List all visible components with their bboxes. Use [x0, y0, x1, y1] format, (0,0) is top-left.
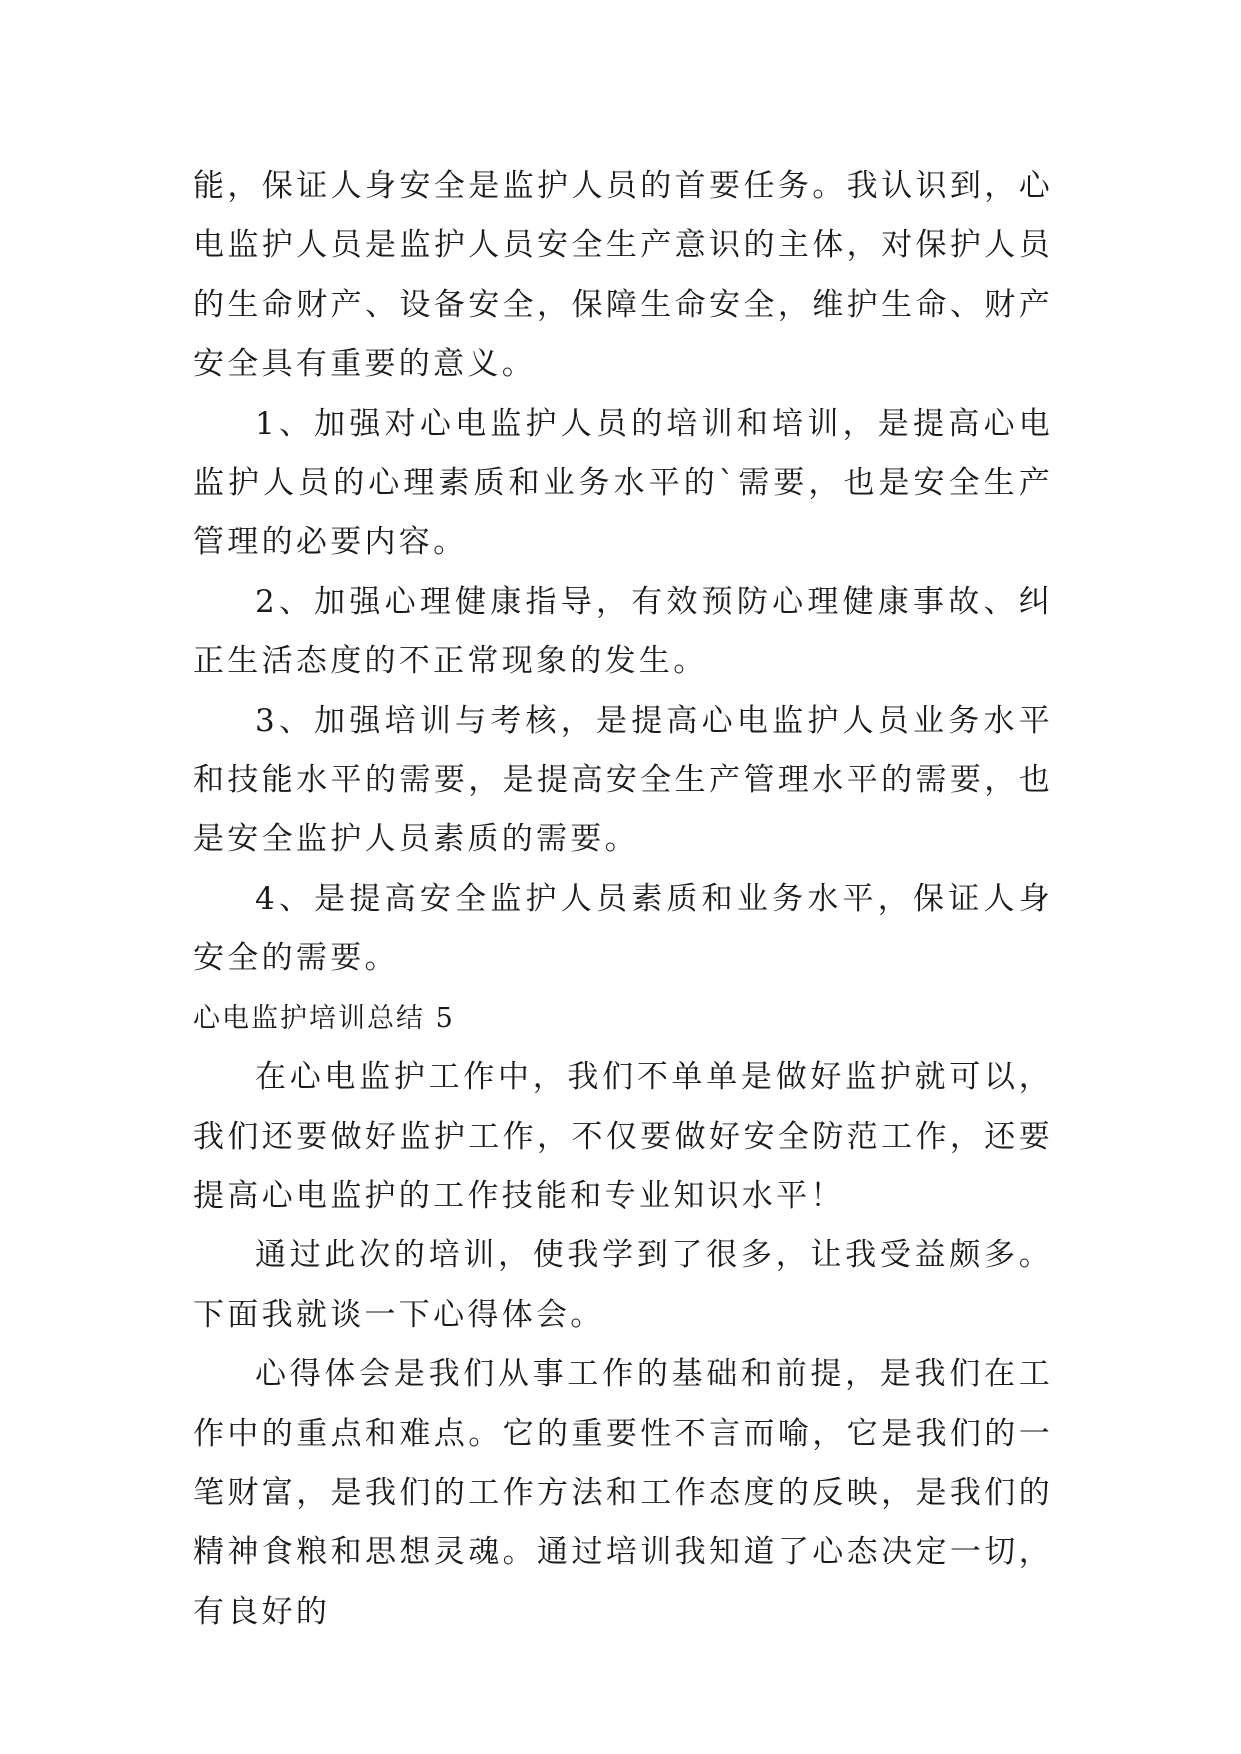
paragraph-item-4: 4、是提高安全监护人员素质和业务水平，保证人身安全的需要。: [193, 880, 1053, 977]
paragraph-reflection: 心得体会是我们从事工作的基础和前提，是我们在工作中的重点和难点。它的重要性不言而喻，它是我们的一笔财富，是我们的工作方法和工作态度的反映，是我们的精神食粮和思想灵魂。通过培训我知道了心态决定一切，有良好的: [193, 1356, 1053, 1630]
paragraph-item-1: 1、加强对心电监护人员的培训和培训，是提高心电监护人员的心理素质和业务水平的`需要，也是安全生产管理的必要内容。: [193, 405, 1053, 561]
paragraph-item-3: 3、加强培训与考核，是提高心电监护人员业务水平和技能水平的需要，是提高安全生产管理水平的需要，也是安全监护人员素质的需要。: [193, 702, 1053, 858]
paragraph-training: 通过此次的培训，使我学到了很多，让我受益颇多。下面我就谈一下心得体会。: [193, 1237, 1053, 1333]
paragraph-item-2: 2、加强心理健康指导，有效预防心理健康事故、纠正生活态度的不正常现象的发生。: [193, 583, 1053, 680]
section-heading: 心电监护培训总结 5: [193, 1002, 455, 1034]
paragraph-intro: 在心电监护工作中，我们不单单是做好监护就可以，我们还要做好监护工作，不仅要做好安全防范工作，还要提高心电监护的工作技能和专业知识水平！: [193, 1059, 1053, 1214]
document-body: [193, 157, 1053, 1642]
paragraph-continued: 能，保证人身安全是监护人员的首要任务。我认识到，心电监护人员是监护人员安全生产意识的主体，对保护人员的生命财产、设备安全，保障生命安全，维护生命、财产安全具有重要的意义。: [193, 168, 1053, 383]
